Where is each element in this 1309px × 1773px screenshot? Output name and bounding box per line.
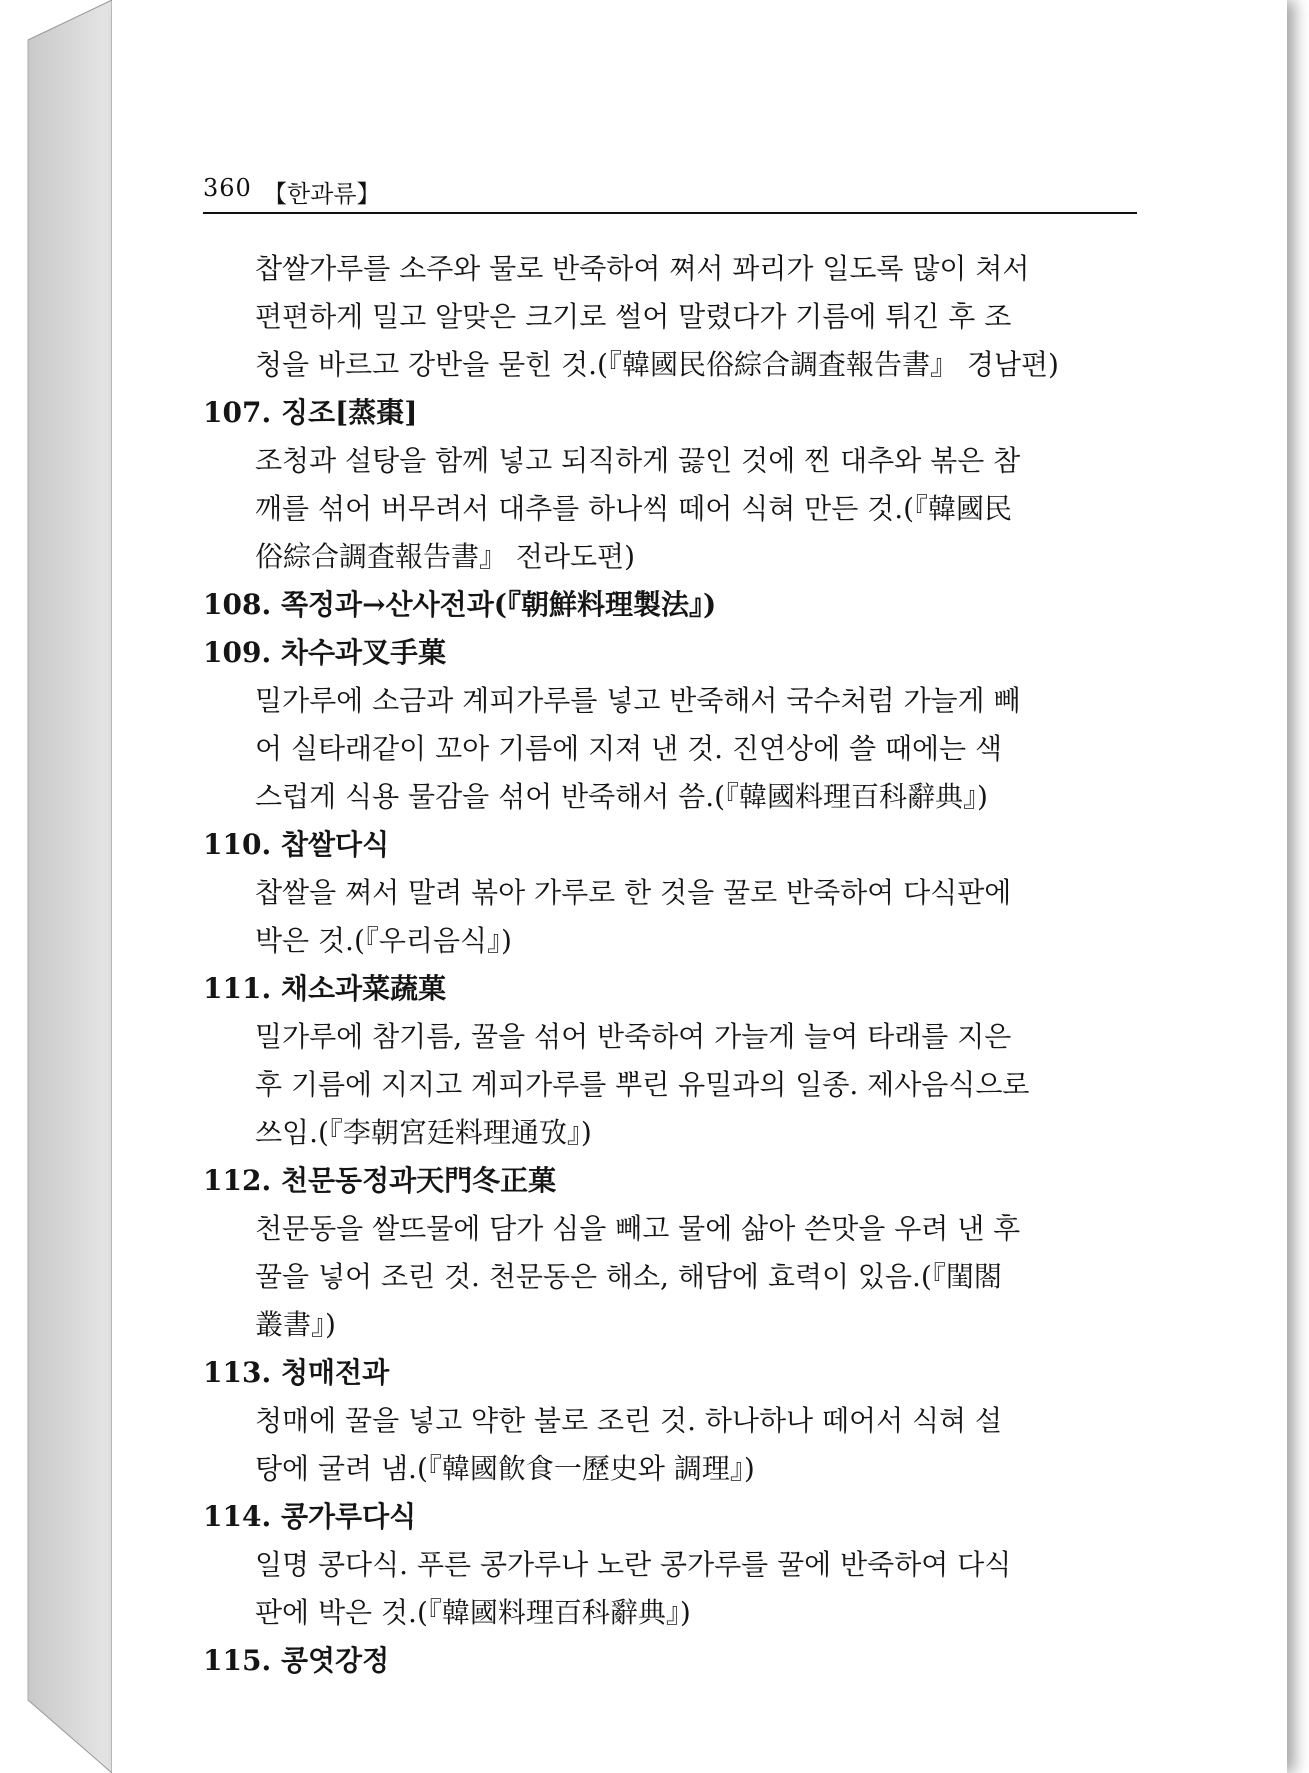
body-line: 청을 바르고 강반을 묻힌 것.(『韓國民俗綜合調査報告書』 경남편) bbox=[255, 348, 1059, 381]
body-line: 叢書』) bbox=[255, 1308, 336, 1341]
entry-heading: 107. 징조[蒸棗] bbox=[203, 396, 418, 429]
body-line: 깨를 섞어 버무려서 대추를 하나씩 떼어 식혀 만든 것.(『韓國民 bbox=[255, 492, 1013, 525]
entry-heading: 113. 청매전과 bbox=[203, 1356, 390, 1389]
body-line: 俗綜合調査報告書』 전라도편) bbox=[255, 540, 636, 573]
body-line: 판에 박은 것.(『韓國料理百科辭典』) bbox=[255, 1596, 691, 1629]
entry-heading: 110. 찹쌀다식 bbox=[203, 828, 390, 861]
entry-heading: 112. 천문동정과天門冬正菓 bbox=[203, 1164, 557, 1197]
entry-heading: 111. 채소과菜蔬菓 bbox=[203, 972, 447, 1005]
body-line: 탕에 굴려 냄.(『韓國飮食一歷史와 調理』) bbox=[255, 1452, 755, 1485]
body-line: 편편하게 밀고 알맞은 크기로 썰어 말렸다가 기름에 튀긴 후 조 bbox=[255, 300, 1012, 333]
entry-heading: 115. 콩엿강정 bbox=[203, 1644, 390, 1677]
entry-heading: 114. 콩가루다식 bbox=[203, 1500, 417, 1533]
body-line: 조청과 설탕을 함께 넣고 되직하게 끓인 것에 찐 대추와 볶은 참 bbox=[255, 444, 1021, 477]
entry-heading: 109. 차수과叉手菓 bbox=[203, 636, 447, 669]
body-line: 밀가루에 소금과 계피가루를 넣고 반죽해서 국수처럼 가늘게 빼 bbox=[255, 684, 1021, 717]
body-line: 박은 것.(『우리음식』) bbox=[255, 924, 512, 957]
body-line: 찹쌀을 쪄서 말려 볶아 가루로 한 것을 꿀로 반죽하여 다식판에 bbox=[255, 876, 1012, 909]
body-line: 청매에 꿀을 넣고 약한 불로 조린 것. 하나하나 떼어서 식혀 설 bbox=[255, 1404, 1003, 1437]
page-number: 360 bbox=[203, 174, 252, 202]
book-side-edge bbox=[0, 0, 120, 1773]
body-line: 찹쌀가루를 소주와 물로 반죽하여 쪄서 꽈리가 일도록 많이 쳐서 bbox=[255, 252, 1030, 285]
page-body bbox=[203, 245, 1137, 1685]
entry-heading: 108. 쪽정과→산사전과(『朝鮮料理製法』) bbox=[203, 588, 717, 621]
body-line: 일명 콩다식. 푸른 콩가루나 노란 콩가루를 꿀에 반죽하여 다식 bbox=[255, 1548, 1012, 1581]
body-line: 밀가루에 참기름, 꿀을 섞어 반죽하여 가늘게 늘여 타래를 지은 bbox=[255, 1020, 1012, 1053]
body-line: 쓰임.(『李朝宮廷料理通攷』) bbox=[255, 1116, 592, 1149]
body-line: 후 기름에 지지고 계피가루를 뿌린 유밀과의 일종. 제사음식으로 bbox=[255, 1068, 1030, 1101]
body-line: 천문동을 쌀뜨물에 담가 심을 빼고 물에 삶아 쓴맛을 우려 낸 후 bbox=[255, 1212, 1021, 1245]
section-title: 【한과류】 bbox=[263, 180, 381, 208]
body-line: 어 실타래같이 꼬아 기름에 지져 낸 것. 진연상에 쓸 때에는 색 bbox=[255, 732, 1003, 765]
body-line: 스럽게 식용 물감을 섞어 반죽해서 씀.(『韓國料理百科辭典』) bbox=[255, 780, 988, 813]
body-line: 꿀을 넣어 조린 것. 천문동은 해소, 해담에 효력이 있음.(『閨閤 bbox=[255, 1260, 1002, 1293]
page-header bbox=[203, 172, 1137, 214]
